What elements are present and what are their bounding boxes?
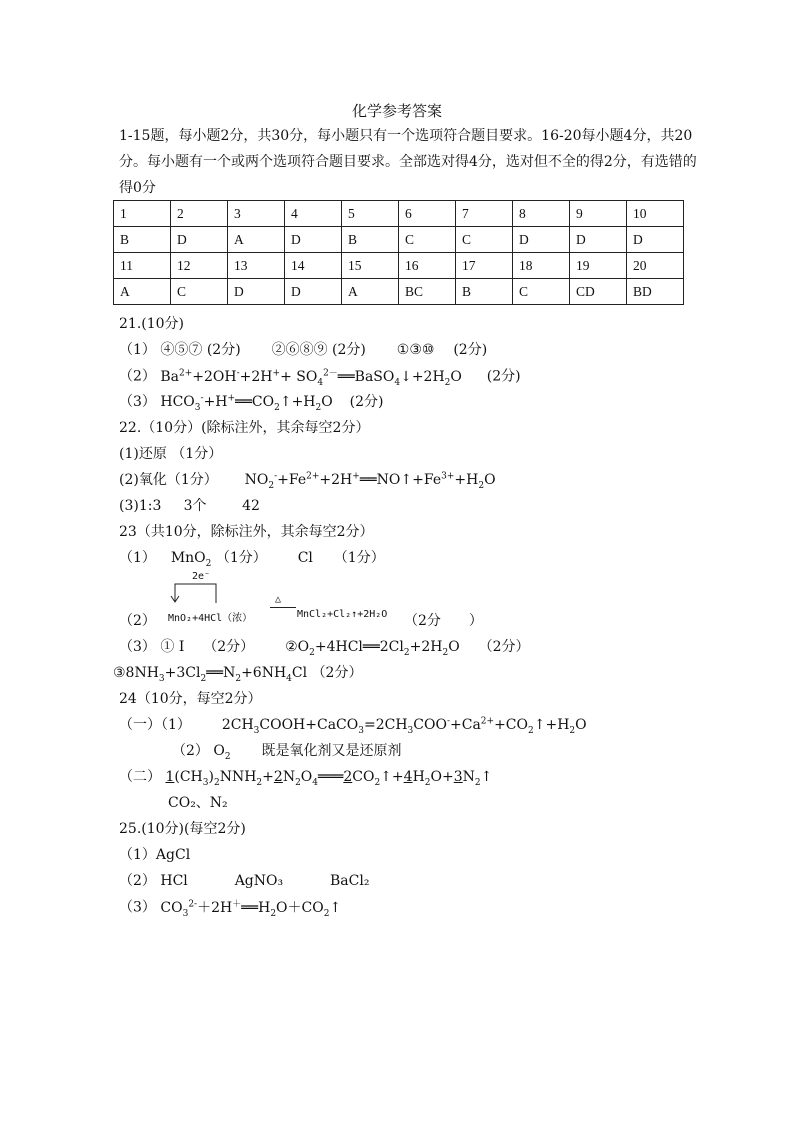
q23-equation-left: MnO₂+4HCl（浓） [168, 613, 253, 624]
q23-equation-4: $③8NH_3+3Cl_2══N_2+6NH_4Cl$ [113, 665, 308, 684]
q21-answer-a: ④⑤⑦ [160, 342, 203, 358]
table-cell: C [513, 279, 570, 305]
table-row [114, 279, 684, 305]
table-cell: B [456, 279, 513, 305]
table-cell: A [228, 227, 285, 253]
table-cell: 12 [171, 253, 228, 279]
answer-table [113, 200, 684, 305]
table-cell: D [570, 227, 627, 253]
q24-line-1: （一）（1） $2CH_3COOH+CaCO_3=2CH_3COO^-+Ca^{2+}+CO_2↑+H_2O$ [119, 716, 587, 736]
table-cell: 1 [114, 201, 171, 227]
q22-line-1: (1)还原 （1分） [119, 446, 223, 462]
table-cell: D [627, 227, 684, 253]
q23-line-2: （2） [119, 613, 156, 629]
table-cell: 11 [114, 253, 171, 279]
q23-line-3: （3） ① Ⅰ （2分） $②O_2+4HCl══2Cl_2+2H_2O$ （2分） [119, 639, 530, 658]
q24-line-2: （2） $O_2$ 既是氧化剂又是还原剂 [172, 743, 402, 762]
q24-equation-2: $1(CH_3)_2NNH_2+2N_2O_4═══2CO_2↑+4H_2O+3N_2↑$ [165, 769, 493, 788]
q23-equation-3: $②O_2+4HCl══2Cl_2+2H_2O$ [285, 639, 460, 658]
table-cell: D [285, 227, 342, 253]
q25-line-3: （3） $CO_3^{2-}+2H^+══H_2O+CO_2↑$ [119, 899, 342, 919]
q21-heading: 21.(10分) [119, 316, 185, 332]
table-cell: 7 [456, 201, 513, 227]
table-cell: 2 [171, 201, 228, 227]
q22-line-2: (2)氧化（1分） $NO_2^-+Fe^{2+}+2H^+══NO↑+Fe^{3+}+H_2O$ [119, 471, 496, 491]
table-cell: B [114, 227, 171, 253]
q23-line-2-points: （2分 ） [404, 613, 483, 629]
table-cell: B [342, 227, 399, 253]
table-cell: D [513, 227, 570, 253]
table-cell: 17 [456, 253, 513, 279]
q21-line-1: （1） ④⑤⑦ (2分) ②⑥⑧⑨ (2分) ①③⑩ (2分) [119, 342, 488, 358]
q25-heading: 25.(10分)(每空2分) [119, 821, 246, 837]
table-cell: 16 [399, 253, 456, 279]
table-cell: BC [399, 279, 456, 305]
table-cell: BD [627, 279, 684, 305]
table-cell: 9 [570, 201, 627, 227]
electron-transfer-label: 2e⁻ [192, 571, 211, 582]
table-cell: 15 [342, 253, 399, 279]
reaction-arrow-line [270, 607, 296, 608]
table-cell: C [399, 227, 456, 253]
table-cell: 13 [228, 253, 285, 279]
q25-equation: $CO_3^{2-}+2H^+══H_2O+CO_2↑$ [160, 899, 342, 919]
table-cell: D [285, 279, 342, 305]
table-cell: 5 [342, 201, 399, 227]
q21-answer-b: ②⑥⑧⑨ [271, 342, 328, 358]
q22-line-3: (3)1:3 3个 42 [119, 498, 260, 514]
table-cell: 19 [570, 253, 627, 279]
scoring-instructions: 1-15题，每小题2分，共30分，每小题只有一个选项符合题目要求。16-20每小题4分，共20分。每小题有一个或两个选项符合题目要求。全部选对得4分，选对但不全的得2分，有选错的得0分 [119, 128, 697, 196]
q25-line-1: （1）AgCl [119, 847, 191, 863]
table-cell: 14 [285, 253, 342, 279]
q23-line-1: （1） MnO$_2$ （1分） Cl （1分） [119, 550, 385, 569]
q22-heading: 22.（10分）(除标注外，其余每空2分） [119, 420, 370, 436]
heat-condition: △ [275, 594, 282, 605]
table-row [114, 227, 684, 253]
table-row [114, 201, 684, 227]
q21-answer-c: ①③⑩ [396, 342, 435, 358]
table-cell: 20 [627, 253, 684, 279]
q21-line-2: （2） $Ba^{2+}+2OH^-+2H^++$ $SO_4^{2-}══BaSO_4↓+2H_2O$ (2分) [119, 368, 521, 388]
table-row [114, 253, 684, 279]
q24-equation-1: $2CH_3COOH+CaCO_3=2CH_3COO^-+Ca^{2+}+CO_2↑+H_2O$ [221, 716, 587, 736]
q24-line-3: （二） $1(CH_3)_2NNH_2+2N_2O_4═══2CO_2↑+4H_2O+3N_2↑$ [119, 769, 493, 788]
q23-line-4: $③8NH_3+3Cl_2══N_2+6NH_4Cl$ （2分） [113, 665, 363, 684]
table-cell: D [171, 227, 228, 253]
table-cell: 10 [627, 201, 684, 227]
q21-equation-3: $HCO_3^-+H^+══CO_2↑+H_2O$ [160, 393, 333, 413]
table-cell: 8 [513, 201, 570, 227]
q25-line-2: （2） HCl AgNO₃ BaCl₂ [119, 873, 370, 889]
q23-heading: 23（共10分，除标注外，其余每空2分） [119, 524, 374, 540]
table-cell: 18 [513, 253, 570, 279]
page-title: 化学参考答案 [351, 102, 442, 120]
table-cell: A [114, 279, 171, 305]
q21-line-3: （3） $HCO_3^-+H^+══CO_2↑+H_2O$ (2分) [119, 393, 384, 413]
table-cell: CD [570, 279, 627, 305]
q24-line-4: CO₂、N₂ [168, 795, 228, 811]
q24-heading: 24（10分，每空2分） [119, 691, 262, 707]
table-cell: C [171, 279, 228, 305]
table-cell: D [228, 279, 285, 305]
q21-equation-2: $Ba^{2+}+2OH^-+2H^++$ $SO_4^{2-}══BaSO_4↓+2H_2O$ [160, 368, 462, 388]
table-cell: 6 [399, 201, 456, 227]
table-cell: 3 [228, 201, 285, 227]
table-cell: A [342, 279, 399, 305]
q22-equation: $NO_2^-+Fe^{2+}+2H^+══NO↑+Fe^{3+}+H_2O$ [244, 471, 496, 491]
table-cell: 4 [285, 201, 342, 227]
table-cell: C [456, 227, 513, 253]
q23-equation-right: MnCl₂+Cl₂↑+2H₂O [297, 609, 388, 620]
